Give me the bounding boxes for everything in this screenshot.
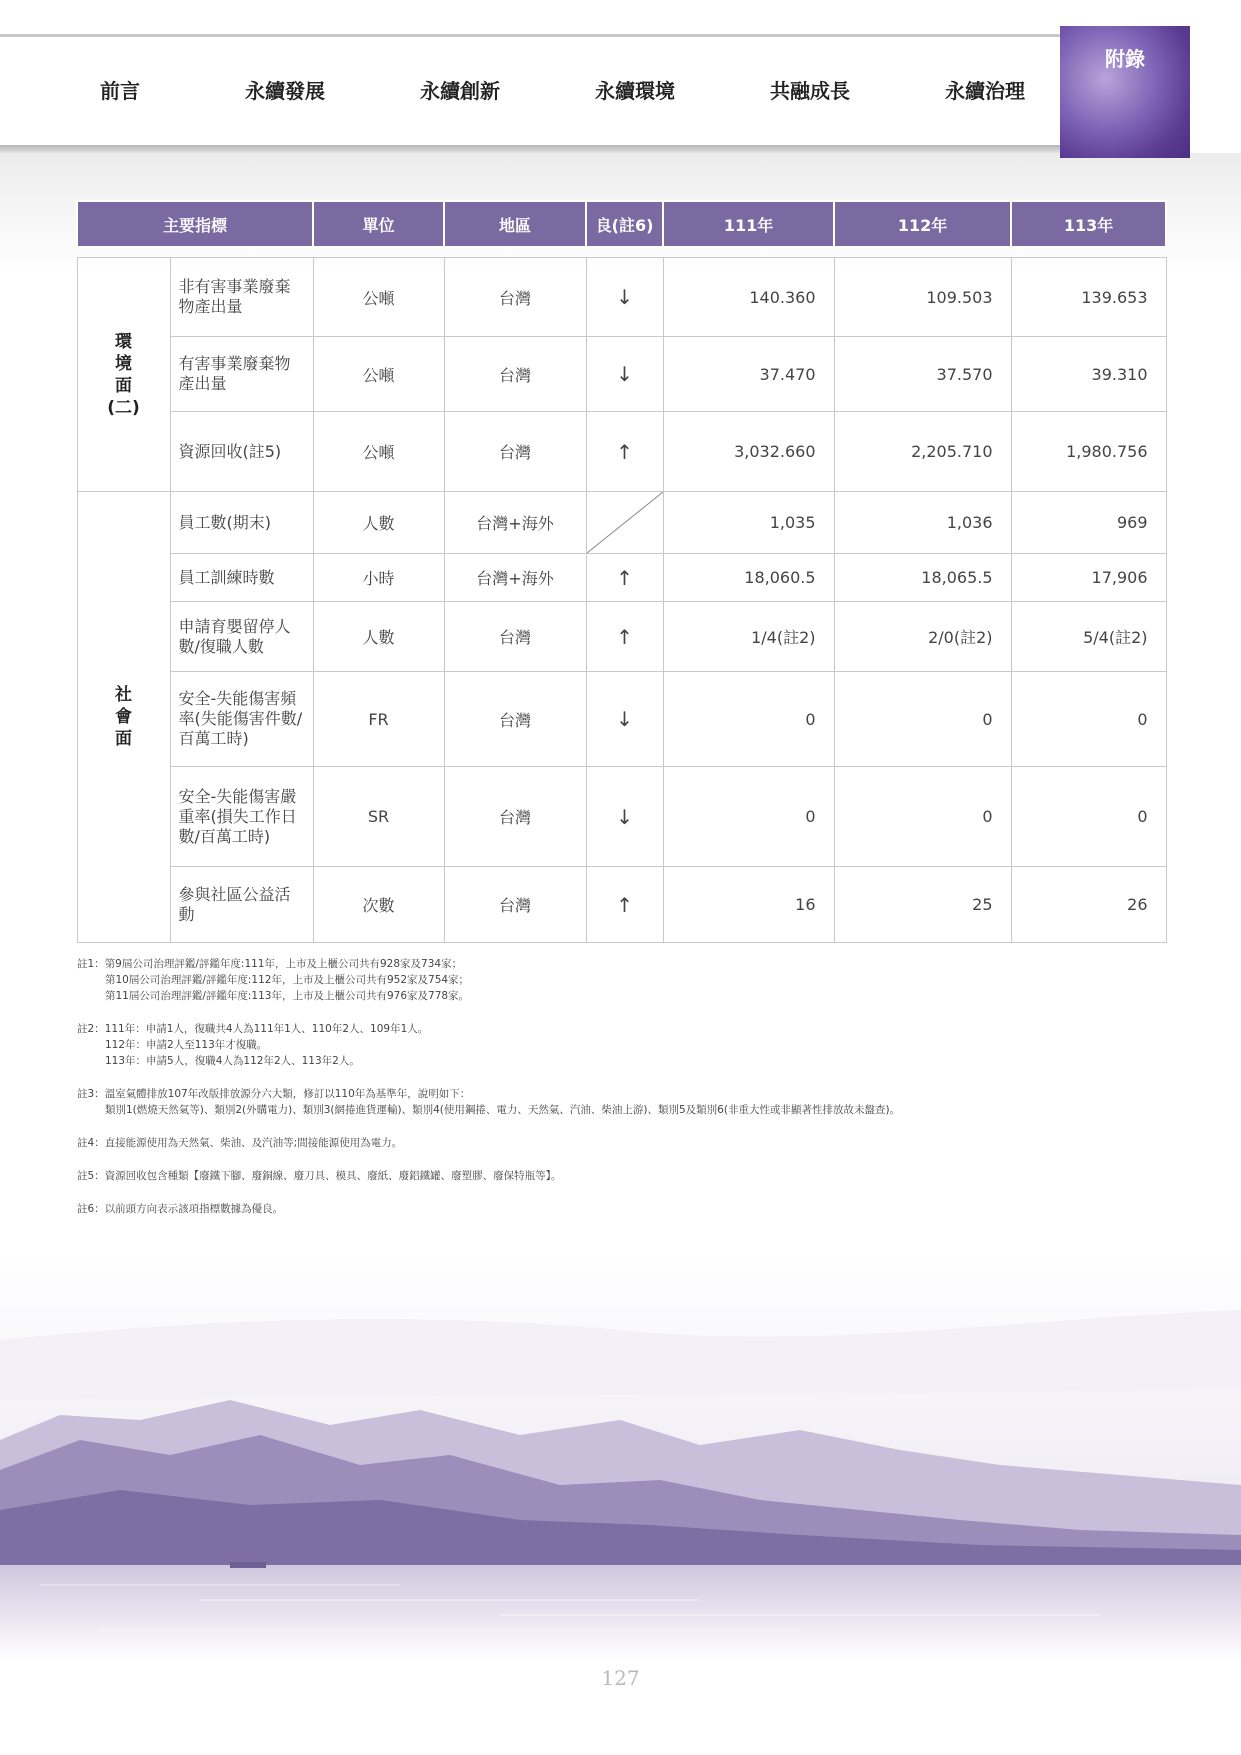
y111-cell: 18,060.5 bbox=[663, 554, 834, 602]
good-arrow-cell: ↑ bbox=[586, 867, 663, 943]
indicator-cell: 員工數(期末) bbox=[170, 492, 313, 554]
region-cell: 台灣 bbox=[444, 672, 586, 767]
nav-item-inclusive-growth[interactable]: 共融成長 bbox=[770, 79, 850, 103]
good-arrow-cell: ↓ bbox=[586, 258, 663, 337]
region-cell: 台灣 bbox=[444, 602, 586, 672]
indicator-table-container bbox=[76, 200, 1165, 943]
table-row bbox=[77, 602, 1166, 672]
header-y113: 113年 bbox=[1011, 201, 1166, 247]
table-row bbox=[77, 767, 1166, 867]
y111-cell: 37.470 bbox=[663, 337, 834, 412]
header-indicator: 主要指標 bbox=[77, 201, 313, 247]
region-cell: 台灣+海外 bbox=[444, 492, 586, 554]
category-social: 社 會 面 bbox=[77, 492, 170, 943]
table-row bbox=[77, 672, 1166, 767]
indicator-table bbox=[76, 200, 1167, 943]
good-arrow-cell: ↓ bbox=[586, 767, 663, 867]
footnote-2 bbox=[77, 1021, 1177, 1069]
y113-cell: 1,980.756 bbox=[1011, 412, 1166, 492]
unit-cell: 公噸 bbox=[313, 258, 444, 337]
indicator-cell: 安全-失能傷害嚴重率(損失工作日數/百萬工時) bbox=[170, 767, 313, 867]
y113-cell: 0 bbox=[1011, 767, 1166, 867]
y113-cell: 0 bbox=[1011, 672, 1166, 767]
indicator-cell: 參與社區公益活動 bbox=[170, 867, 313, 943]
footnote-4 bbox=[77, 1135, 1177, 1151]
y112-cell: 0 bbox=[834, 767, 1011, 867]
page-number: 127 bbox=[601, 1666, 640, 1690]
unit-cell: 公噸 bbox=[313, 337, 444, 412]
region-cell: 台灣 bbox=[444, 258, 586, 337]
table-row bbox=[77, 258, 1166, 337]
y111-cell: 0 bbox=[663, 767, 834, 867]
indicator-cell: 員工訓練時數 bbox=[170, 554, 313, 602]
footnote-5 bbox=[77, 1168, 1177, 1184]
y111-cell: 1/4(註2) bbox=[663, 602, 834, 672]
footnote-text: 類別1(燃燒天然氣等)、類別2(外購電力)、類別3(網捲進貨運輸)、類別4(使用鋼捲、電力、天然氣、汽油、柴油上游)、類別5及類別6(非重大性或非顯著性排放故未盤查)。 bbox=[105, 1104, 901, 1116]
nav-item-sustainable-innovation[interactable]: 永續創新 bbox=[420, 79, 500, 103]
y112-cell: 0 bbox=[834, 672, 1011, 767]
region-cell: 台灣+海外 bbox=[444, 554, 586, 602]
good-arrow-cell: ↑ bbox=[586, 602, 663, 672]
region-cell: 台灣 bbox=[444, 412, 586, 492]
header-unit: 單位 bbox=[313, 201, 444, 247]
nav-bottom-rule bbox=[0, 145, 1189, 153]
table-row bbox=[77, 554, 1166, 602]
footnote-text: 第11屆公司治理評鑑/評鑑年度:113年，上市及上櫃公司共有976家及778家。 bbox=[105, 990, 470, 1002]
footnote-label: 註1： bbox=[77, 958, 105, 970]
footnote-text: 資源回收包含種類【廢鐵下腳、廢銅線、廢刀具、模具、廢紙、廢鋁鐵罐、廢塑膠、廢保特瓶等】。 bbox=[104, 1170, 562, 1182]
good-arrow-cell: ↓ bbox=[586, 672, 663, 767]
y111-cell: 140.360 bbox=[663, 258, 834, 337]
footnote-text: 112年：申請2人至113年才復職。 bbox=[105, 1039, 268, 1051]
chapter-nav bbox=[0, 37, 1189, 145]
nav-item-sustainable-governance[interactable]: 永續治理 bbox=[945, 79, 1025, 103]
y112-cell: 25 bbox=[834, 867, 1011, 943]
diagonal-slash-cell bbox=[586, 492, 663, 554]
unit-cell: 次數 bbox=[313, 867, 444, 943]
indicator-cell: 安全-失能傷害頻率(失能傷害件數/百萬工時) bbox=[170, 672, 313, 767]
header-y112: 112年 bbox=[834, 201, 1011, 247]
footnote-label: 註4： bbox=[77, 1137, 105, 1149]
y113-cell: 5/4(註2) bbox=[1011, 602, 1166, 672]
y111-cell: 0 bbox=[663, 672, 834, 767]
y112-cell: 2/0(註2) bbox=[834, 602, 1011, 672]
indicator-cell: 有害事業廢棄物產出量 bbox=[170, 337, 313, 412]
nav-item-sustainable-environment[interactable]: 永續環境 bbox=[595, 79, 675, 103]
y112-cell: 109.503 bbox=[834, 258, 1011, 337]
region-cell: 台灣 bbox=[444, 767, 586, 867]
unit-cell: 公噸 bbox=[313, 412, 444, 492]
good-arrow-cell: ↑ bbox=[586, 412, 663, 492]
header-region: 地區 bbox=[444, 201, 586, 247]
y113-cell: 26 bbox=[1011, 867, 1166, 943]
unit-cell: FR bbox=[313, 672, 444, 767]
footnotes bbox=[77, 956, 1177, 1234]
footnote-label: 註6： bbox=[77, 1203, 105, 1215]
footnote-3 bbox=[77, 1086, 1177, 1118]
unit-cell: 小時 bbox=[313, 554, 444, 602]
footnote-text: 直接能源使用為天然氣、柴油、及汽油等;間接能源使用為電力。 bbox=[104, 1137, 403, 1149]
nav-item-sustainable-development[interactable]: 永續發展 bbox=[245, 79, 325, 103]
diagonal-line bbox=[587, 492, 663, 553]
footnote-label: 註2： bbox=[77, 1023, 105, 1035]
indicator-cell: 資源回收(註5) bbox=[170, 412, 313, 492]
footnote-text: 111年：申請1人，復職共4人為111年1人、110年2人、109年1人。 bbox=[104, 1023, 429, 1035]
unit-cell: 人數 bbox=[313, 492, 444, 554]
y112-cell: 2,205.710 bbox=[834, 412, 1011, 492]
y111-cell: 3,032.660 bbox=[663, 412, 834, 492]
y113-cell: 139.653 bbox=[1011, 258, 1166, 337]
good-arrow-cell: ↑ bbox=[586, 554, 663, 602]
indicator-cell: 非有害事業廢棄物產出量 bbox=[170, 258, 313, 337]
y113-cell: 39.310 bbox=[1011, 337, 1166, 412]
nav-item-appendix-active[interactable]: 附錄 bbox=[1060, 26, 1190, 158]
unit-cell: 人數 bbox=[313, 602, 444, 672]
category-environment: 環 境 面 (二) bbox=[77, 258, 170, 492]
nav-item-preface[interactable]: 前言 bbox=[100, 79, 140, 103]
footnote-text: 第10屆公司治理評鑑/評鑑年度:112年，上市及上櫃公司共有952家及754家； bbox=[105, 974, 470, 986]
y112-cell: 18,065.5 bbox=[834, 554, 1011, 602]
y113-cell: 17,906 bbox=[1011, 554, 1166, 602]
y111-cell: 16 bbox=[663, 867, 834, 943]
region-cell: 台灣 bbox=[444, 337, 586, 412]
y112-cell: 37.570 bbox=[834, 337, 1011, 412]
y112-cell: 1,036 bbox=[834, 492, 1011, 554]
footnote-text: 113年：申請5人，復職4人為112年2人、113年2人。 bbox=[105, 1055, 360, 1067]
table-row bbox=[77, 492, 1166, 554]
lake-mountain-landscape-image bbox=[0, 1250, 1241, 1660]
good-arrow-cell: ↓ bbox=[586, 337, 663, 412]
footnote-text: 第9屆公司治理評鑑/評鑑年度:111年，上市及上櫃公司共有928家及734家； bbox=[104, 958, 463, 970]
table-row bbox=[77, 867, 1166, 943]
footnote-text: 以前頭方向表示該項指標數據為優良。 bbox=[104, 1203, 284, 1215]
table-row bbox=[77, 412, 1166, 492]
footnote-label: 註5： bbox=[77, 1170, 105, 1182]
y111-cell: 1,035 bbox=[663, 492, 834, 554]
header-y111: 111年 bbox=[663, 201, 834, 247]
table-row bbox=[77, 337, 1166, 412]
footnote-text: 溫室氣體排放107年改版排放源分六大類，修訂以110年為基準年，說明如下： bbox=[104, 1088, 471, 1100]
footnote-6 bbox=[77, 1201, 1177, 1217]
footnote-1 bbox=[77, 956, 1177, 1004]
header-good: 良(註6) bbox=[586, 201, 663, 247]
footnote-label: 註3： bbox=[77, 1088, 105, 1100]
unit-cell: SR bbox=[313, 767, 444, 867]
table-header-row bbox=[77, 201, 1166, 247]
y113-cell: 969 bbox=[1011, 492, 1166, 554]
region-cell: 台灣 bbox=[444, 867, 586, 943]
indicator-cell: 申請育嬰留停人數/復職人數 bbox=[170, 602, 313, 672]
